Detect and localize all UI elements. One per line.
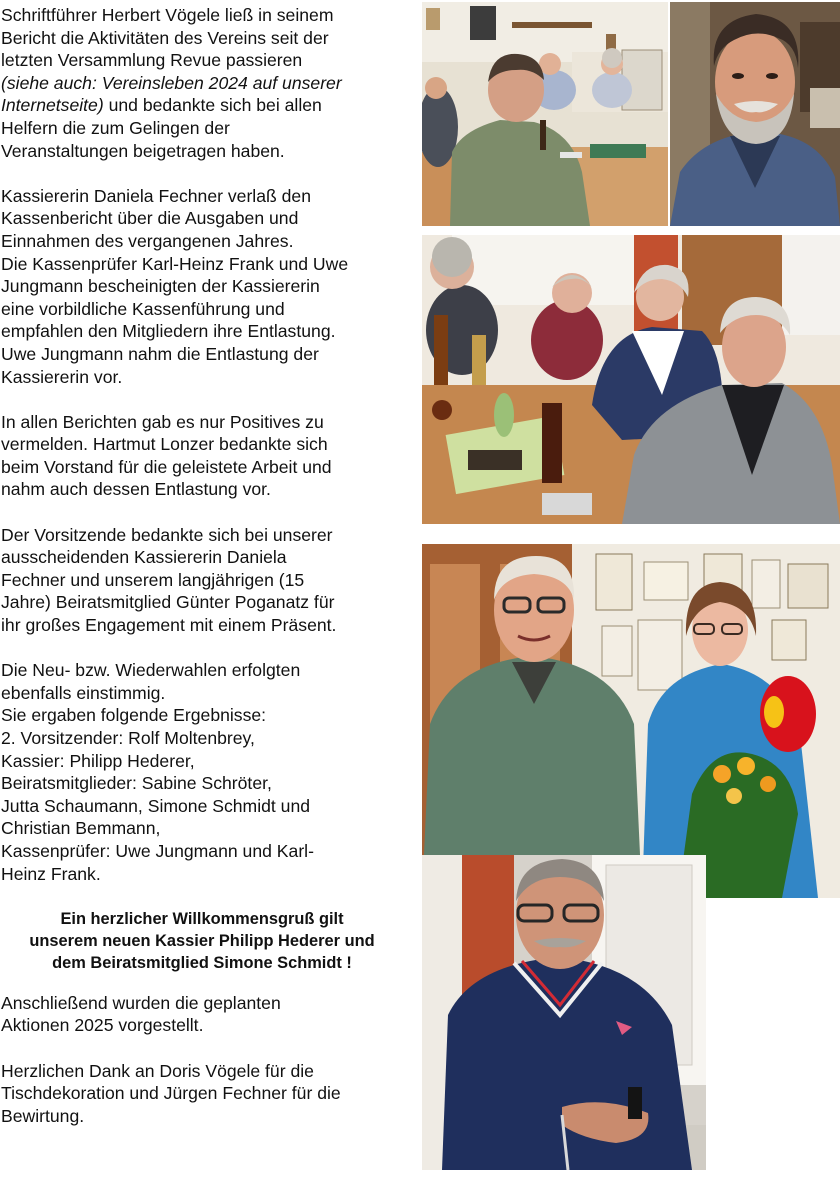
text-line: vermelden. Hartmut Lonzer bedankte sich — [1, 434, 328, 455]
text-line: Uwe Jungmann nahm die Entlastung der — [1, 343, 319, 364]
text-line: Jahre) Beiratsmitglied Günter Poganatz für — [1, 592, 335, 613]
photo-award-man-woman — [422, 544, 840, 898]
text-line: Tischdekoration und Jürgen Fechner für die — [1, 1083, 341, 1104]
text-line: Jungmann bescheinigten der Kassiererin — [1, 276, 320, 297]
paragraph-actions — [1, 992, 403, 1037]
text-fragment: und bedankte sich bei allen — [103, 95, 322, 116]
paragraph-thanks-decoration — [1, 1060, 403, 1128]
photo-portrait-man-polo — [422, 855, 706, 1170]
text-line: ebenfalls einstimmig. — [1, 682, 166, 703]
text-line: Beiratsmitglieder: Sabine Schröter, — [1, 773, 272, 794]
text-line: dem Beiratsmitglied Simone Schmidt ! — [52, 953, 352, 972]
photo-portrait-bearded-man — [670, 2, 840, 226]
text-line: ausscheidenden Kassiererin Daniela — [1, 547, 287, 568]
paragraph-positive — [1, 411, 403, 501]
paragraph-treasurer — [1, 185, 403, 388]
paragraph-elections — [1, 659, 403, 885]
text-line: Einnahmen des vergangenen Jahres. — [1, 230, 294, 251]
text-line: letzten Versammlung Revue passieren — [1, 50, 303, 71]
text-line: Kassenprüfer: Uwe Jungmann und Karl- — [1, 840, 314, 861]
text-line: nahm auch dessen Entlastung vor. — [1, 479, 271, 500]
text-line: Herzlichen Dank an Doris Vögele für die — [1, 1060, 314, 1081]
text-line: Veranstaltungen beigetragen haben. — [1, 140, 285, 161]
text-line: unserem neuen Kassier Philipp Hederer und — [29, 931, 375, 950]
text-line: Kassenbericht über die Ausgaben und — [1, 208, 299, 229]
text-line: Aktionen 2025 vorgestellt. — [1, 1015, 204, 1036]
italic-note: (siehe auch: Vereinsleben 2024 auf unserer — [1, 72, 342, 93]
text-line: Heinz Frank. — [1, 863, 101, 884]
text-line: Kassier: Philipp Hederer, — [1, 750, 195, 771]
text-line: Die Kassenprüfer Karl-Heinz Frank und Uwe — [1, 253, 349, 274]
text-line: Ein herzlicher Willkommensgruß gilt — [60, 909, 344, 928]
text-line: Anschließend wurden die geplanten — [1, 992, 281, 1013]
text-line: Bericht die Aktivitäten des Vereins seit der — [1, 27, 329, 48]
text-line: beim Vorstand für die geleistete Arbeit und — [1, 456, 332, 477]
welcome-message — [1, 908, 403, 974]
text-line: In allen Berichten gab es nur Positives zu — [1, 411, 324, 432]
photo-seated-group — [422, 235, 840, 524]
photo-meeting-table — [422, 2, 668, 226]
italic-note: Internetseite) — [1, 95, 104, 116]
article-text — [1, 4, 403, 1150]
text-line: Der Vorsitzende bedankte sich bei unserer — [1, 524, 333, 545]
text-line: Schriftführer Herbert Vögele ließ in seinem — [1, 5, 334, 25]
text-line: Fechner und unserem langjährigen (15 — [1, 569, 305, 590]
text-line: ihr großes Engagement mit einem Präsent. — [1, 615, 337, 636]
paragraph-report — [1, 4, 403, 162]
text-line: Kassiererin vor. — [1, 366, 123, 387]
text-line: Kassiererin Daniela Fechner verlaß den — [1, 185, 311, 206]
text-line: Helfern die zum Gelingen der — [1, 117, 230, 138]
text-line: Christian Bemmann, — [1, 818, 161, 839]
paragraph-thanks-chairman — [1, 524, 403, 637]
text-line: Sie ergaben folgende Ergebnisse: — [1, 705, 267, 726]
text-line: eine vorbildliche Kassenführung und — [1, 298, 285, 319]
text-line: Die Neu- bzw. Wiederwahlen erfolgten — [1, 660, 301, 681]
text-line: Bewirtung. — [1, 1105, 85, 1126]
text-line: Jutta Schaumann, Simone Schmidt und — [1, 795, 311, 816]
text-line: 2. Vorsitzender: Rolf Moltenbrey, — [1, 728, 255, 748]
text-line: empfahlen den Mitgliedern ihre Entlastung. — [1, 321, 336, 342]
